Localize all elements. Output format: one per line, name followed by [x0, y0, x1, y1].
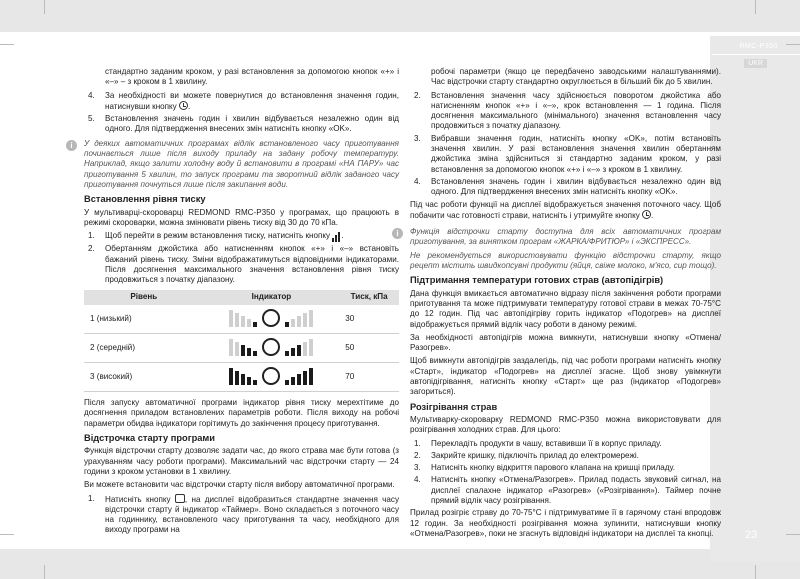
- item-text: Натисніть кнопку «Отмена/Разогрев». Прилад подасть звуковий сигнал, на дисплеї спалахне індикатор «Разогрев» («Розігрівання»). Таймер почне прямий відлік часу розігрівання.: [431, 475, 721, 505]
- indicator-cell: [204, 363, 340, 392]
- gauge-bar: [285, 322, 289, 327]
- info-note: [70, 138, 399, 190]
- side-tab: [710, 36, 800, 562]
- gauge-bar: [285, 351, 289, 356]
- gauge-bar: [229, 339, 233, 356]
- gauge-bar: [247, 348, 251, 356]
- crop-mark: [755, 565, 756, 579]
- gauge-bar: [297, 316, 301, 327]
- list-item: 4. За необхідності ви можете повернутися до встановлення значення годин, натиснувши кнопку .: [88, 90, 399, 111]
- table-header: Рівень: [84, 290, 204, 305]
- list-item: [84, 244, 399, 285]
- crop-mark: [755, 0, 756, 14]
- section-heading: Встановлення рівня тиску: [84, 194, 206, 205]
- gauge-bar: [241, 374, 245, 385]
- continued-text: стандартно заданим кроком, у разі встановлення за допомогою кнопок «+» і «–» – з кроком в 1 хвилину.: [105, 67, 399, 87]
- list-item: [84, 494, 399, 536]
- gauge-bar: [241, 345, 245, 356]
- list-item: [410, 451, 721, 461]
- item-text: , на дисплеї відобразиться стандартне значення часу відстрочки старту й індикатор «Таймер». Воно складається з поточного часу на годиннику, встановленого часу приготування та часу, необхідного для виходу програми на: [105, 494, 399, 535]
- paragraph: За необхідності автопідігрів можна вимкнути, натиснувши кнопку «Отмена/Разогрев».: [410, 332, 721, 353]
- gauge-bar: [241, 316, 245, 327]
- paragraph: Мультиварку-скороварку REDMOND RMC-P350 можна використовувати для розігрівання холодних страв. Для цього:: [410, 414, 721, 435]
- crop-mark: [786, 534, 800, 535]
- gauge-bar: [247, 319, 251, 327]
- header-rule: [712, 54, 800, 55]
- pressure-table: [84, 290, 399, 393]
- gauge-bar: [291, 348, 295, 356]
- section-heading: Розігрівання страв: [410, 401, 498, 412]
- pressure-gauge-icon: [229, 307, 313, 327]
- paragraph: Ви можете встановити час відстрочки старту після вибору автоматичної програми.: [84, 480, 395, 490]
- list-item: 1. Щоб перейти в режим встановлення тиску, натисніть кнопку .: [84, 231, 399, 242]
- paragraph: Функція відстрочки старту дозволяє задати час, до якого страва має бути готова (з урахуванням часу роботи програми). Максимальний час відстрочки старту — 24 години з кроком установки в 1 хвилину.: [84, 446, 399, 476]
- gauge-bar: [291, 319, 295, 327]
- table-row: [84, 363, 399, 392]
- list-item: [410, 475, 721, 506]
- item-number: 1.: [88, 231, 95, 241]
- info-icon: i: [66, 140, 77, 151]
- table-row: [84, 305, 399, 334]
- gauge-bar: [235, 342, 239, 356]
- item-number: 4.: [88, 90, 95, 100]
- gauge-bar: [303, 371, 307, 385]
- item-number: 2.: [414, 90, 421, 100]
- note-text: Не рекомендується використовувати функцію відстрочки старту, якщо рецепт містить швидкопсувні продукти (яйця, свіже молоко, м'ясо, сир тощо).: [410, 250, 721, 271]
- level-cell: 1 (низький): [84, 305, 204, 334]
- level-cell: 2 (середній): [84, 334, 204, 363]
- level-cell: 3 (високий): [84, 363, 204, 392]
- crop-mark: [44, 565, 45, 579]
- gauge-bar: [309, 368, 313, 385]
- pressure-gauge-icon: [229, 365, 313, 385]
- item-text: Встановлення значень годин і хвилин відбувається незалежно один від одного. Для підтвердження внесених змін натисніть кнопку «OK».: [105, 114, 399, 134]
- gauge-bar: [247, 377, 251, 385]
- item-text: Закрийте кришку, підключіть прилад до електромережі.: [431, 450, 639, 460]
- gauge-bar: [235, 371, 239, 385]
- pressure-gauge-icon: [229, 336, 313, 356]
- item-text: Натисніть кнопку: [105, 494, 171, 504]
- top-band: [0, 0, 800, 32]
- gauge-bar: [291, 377, 295, 385]
- gauge-bar: [253, 322, 257, 327]
- item-text: Вибравши значення годин, натисніть кнопку «OK», потім встановіть значення хвилин. У разі встановлення значення хвилин обертанням джойстика зміна здійсниться зі стандартно заданим кроком, у разі встановлення за допомогою кнопок «+» і «–» з кроком в 1 хвилину.: [431, 133, 721, 174]
- gauge-bar: [229, 310, 233, 327]
- item-text: Перекладіть продукти в чашу, вставивши її в корпус приладу.: [431, 438, 662, 448]
- crop-mark: [0, 44, 14, 45]
- continued-text: робочі параметри (якщо це передбачено заводськими налаштуваннями). Час відстрочки старту стандартно округлюється в більший бік до 5 хвилин.: [431, 67, 721, 87]
- gauge-bar: [235, 313, 239, 327]
- paragraph: Щоб вимкнути автопідігрів заздалегідь, під час роботи програми натисніть кнопку «Старт», індикатор «Подогрев» на дисплеї згасне. Щоб знову увімкнути автопідігрівання, натисніть кнопку «Старт» ще раз (індикатор «Подогрев» загориться).: [410, 356, 721, 397]
- paragraph: Дана функція вмикається автоматично відразу після закінчення роботи програми приготування та може підтримувати температуру готової страви в межах 70-75°С до 12 годин. Під час автопідігріву горить індикатор «Подогрев» на дисплеї відображується прямий відлік часу роботи в даному режимі.: [410, 288, 721, 329]
- timer-icon: [175, 494, 185, 503]
- right-column: [396, 67, 721, 542]
- item-text: Натисніть кнопку відкриття парового клапана на кришці приладу.: [431, 463, 676, 473]
- item-number: 5.: [88, 114, 95, 124]
- gauge-knob: [262, 338, 280, 356]
- gauge-bar: [253, 351, 257, 356]
- language-label: UKR: [744, 59, 767, 68]
- gauge-bar: [253, 380, 257, 385]
- note-text: У деяких автоматичних програмах відлік встановленого часу приготування починається лише після виходу приладу на задану робочу температуру. Наприклад, якщо залити холодну воду й встановити в програмі «НА ПАРУ» час приготування 5 хвилин, то запуск програми та зворотний відлік заданого часу приготування почнуться лише після закипання води.: [84, 138, 399, 189]
- table-header: Індикатор: [204, 290, 340, 305]
- table-header: Тиск, кПа: [339, 290, 399, 305]
- item-number: 2.: [414, 450, 421, 460]
- item-text: Встановлення значень годин і хвилин відбувається незалежно один від одного. Для підтвердження внесених змін натисніть кнопку «OK».: [431, 176, 721, 197]
- left-column: [70, 67, 399, 538]
- pressure-cell: 70: [339, 363, 399, 392]
- gauge-bar: [309, 310, 313, 327]
- list-item: [84, 114, 399, 135]
- item-number: 4.: [414, 475, 421, 485]
- model-label: RMC-P350: [739, 43, 778, 50]
- info-icon: i: [392, 228, 403, 239]
- section-heading: Підтримання температури готових страв (автопідігрів): [410, 275, 664, 286]
- paragraph-text: Під час роботи функції на дисплеї відображується значення поточного часу. Щоб побачити час готовності страви, натисніть і утримуйте кнопку: [410, 199, 721, 220]
- item-number: 3.: [414, 133, 421, 143]
- item-number: 1.: [414, 438, 421, 448]
- gauge-bar: [309, 339, 313, 356]
- info-note: [410, 251, 721, 272]
- gauge-bar: [303, 342, 307, 356]
- table-row: [84, 334, 399, 363]
- pressure-icon: [332, 232, 341, 242]
- list-item: [410, 463, 721, 473]
- indicator-cell: [204, 305, 340, 334]
- item-text: Обертанням джойстика або натисненням кнопок «+» і «–» встановіть бажаний рівень тиску. Зміни відображатимуться відповідними індикаторами. Після досягнення максимального значення встановлення рівня тиску продовжиться з початку діапазону.: [105, 244, 399, 285]
- clock-icon: [179, 101, 188, 110]
- item-text: Щоб перейти в режим встановлення тиску, натисніть кнопку: [105, 231, 331, 241]
- indicator-cell: [204, 334, 340, 363]
- item-number: 4.: [414, 176, 421, 186]
- crop-mark: [786, 44, 800, 45]
- gauge-bar: [229, 368, 233, 385]
- paragraph: Під час роботи функції на дисплеї відображується значення поточного часу. Щоб побачити час готовності страви, натисніть і утримуйте кнопку .: [410, 199, 721, 220]
- pressure-cell: 30: [339, 305, 399, 334]
- gauge-bar: [297, 345, 301, 356]
- bottom-band: [0, 549, 800, 579]
- gauge-bar: [297, 374, 301, 385]
- item-text: Встановлення значення часу здійснюється поворотом джойстика або натисненням кнопок «+» і «–», крок встановлення — 1 година. Після досягнення максимального (мінімального) значення встановлення часу продовжиться з початку діапазону.: [431, 90, 721, 131]
- clock-icon: [642, 210, 651, 219]
- gauge-bar: [285, 380, 289, 385]
- item-number: 1.: [88, 493, 95, 503]
- list-item: [410, 439, 721, 449]
- list-item: [410, 134, 721, 175]
- item-text: За необхідності ви можете повернутися до встановлення значення годин, натиснувши кнопку: [105, 90, 399, 111]
- gauge-knob: [262, 309, 280, 327]
- crop-mark: [44, 0, 45, 14]
- paragraph: У мультиварці-скороварці REDMOND RMC-P350 у програмах, що працюють в режимі скороварки, можна змінювати рівень тиску від 30 до 70 кПа.: [84, 207, 399, 227]
- note-text: Функція відстрочки старту доступна для всіх автоматичних програм приготування, за винятком програм «ЖАРКА/ФРИТЮР» і «ЭКСПРЕСС».: [410, 227, 721, 247]
- paragraph: Після запуску автоматичної програми індикатор рівня тиску мерехтітиме до досягнення приладом встановлених параметрів роботи. Після виходу на робочі параметри обидва індикатори горітимуть до закінчення процесу приготування.: [84, 398, 399, 428]
- gauge-knob: [262, 367, 280, 385]
- item-number: 2.: [88, 244, 95, 254]
- list-item: [410, 91, 721, 132]
- paragraph: Прилад розігріє страву до 70-75°С і підтримуватиме її в гарячому стані впродовж 12 годин. За необхідності розігрівання можна зупинити, натиснувши кнопку «Отмена/Разогрев», поки не згаснуть відповідні індикатори на дисплеї та кнопці.: [410, 508, 721, 538]
- page-number: 23: [745, 529, 758, 541]
- crop-mark: [0, 534, 14, 535]
- gauge-bar: [303, 313, 307, 327]
- pressure-cell: 50: [339, 334, 399, 363]
- section-heading: Відстрочка старту програми: [84, 433, 216, 444]
- list-item: [410, 177, 721, 198]
- info-note: [396, 227, 721, 248]
- item-number: 3.: [414, 463, 421, 473]
